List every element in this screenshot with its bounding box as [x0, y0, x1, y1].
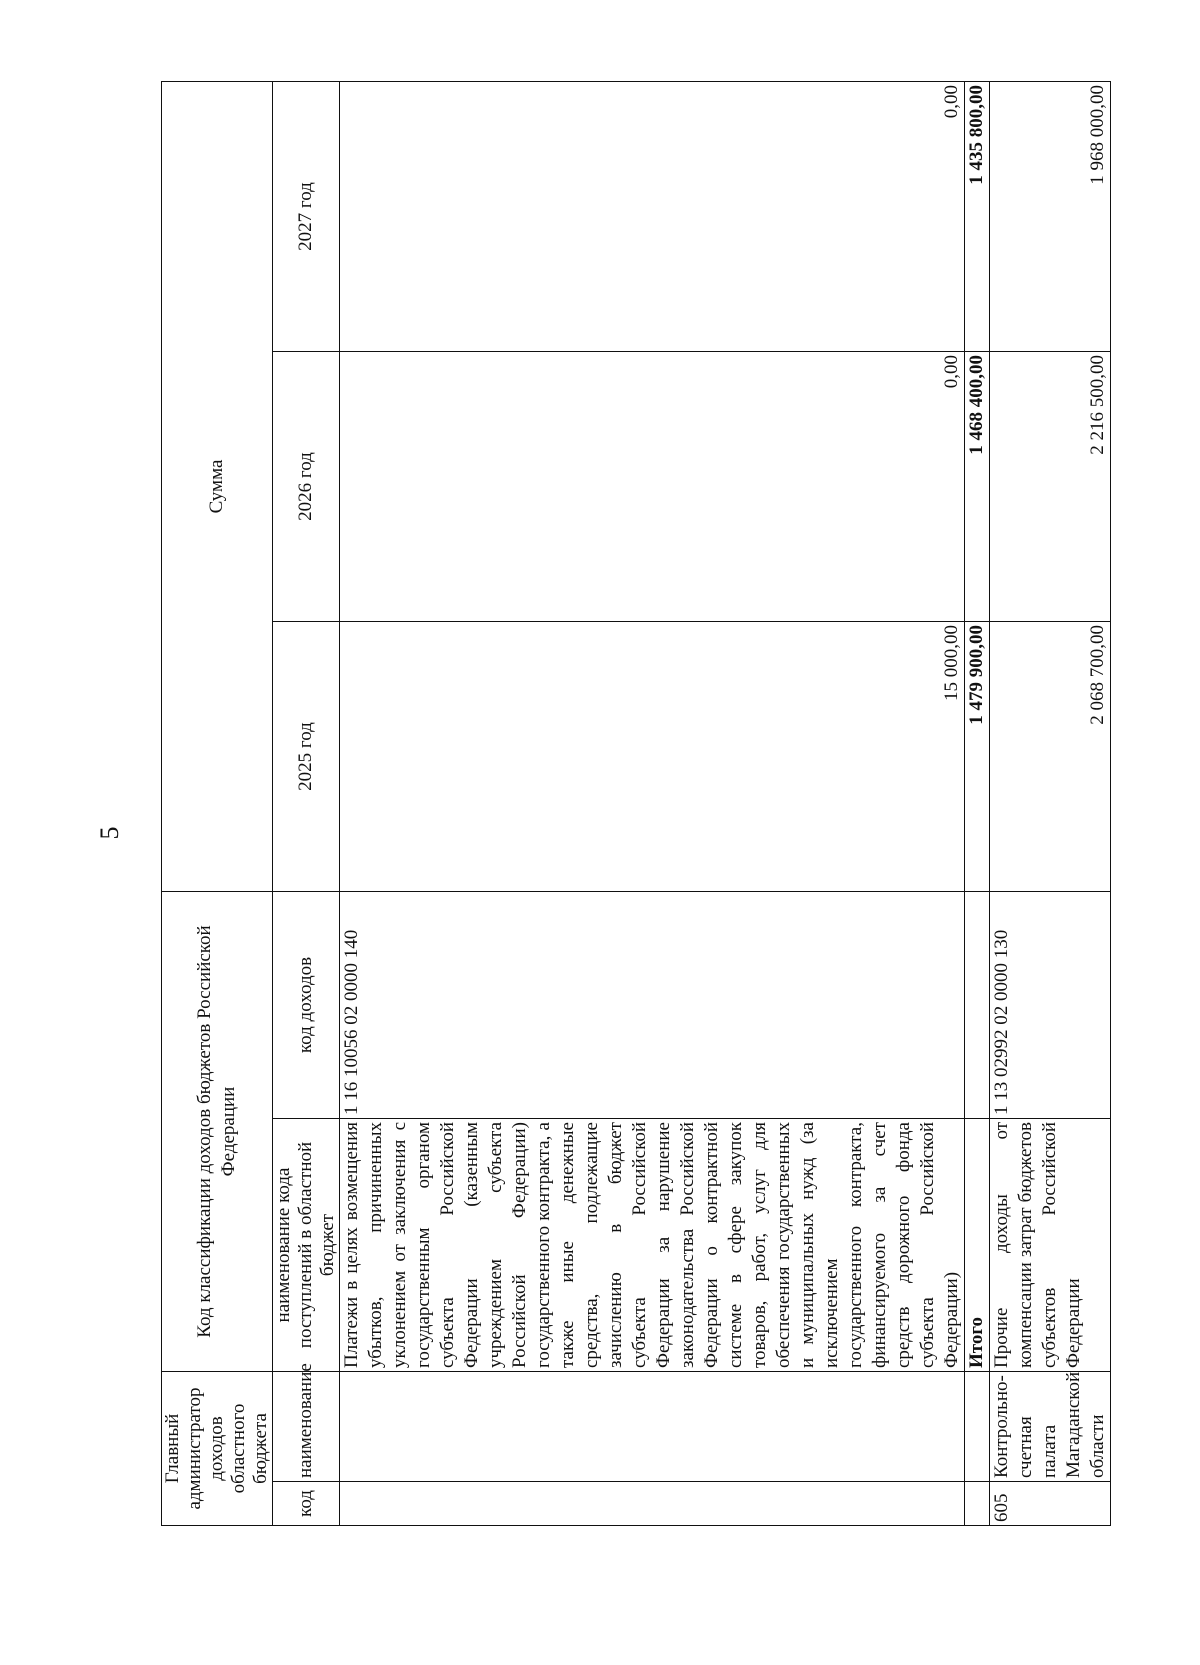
rotated-table-frame — [161, 84, 1108, 1526]
row-income-name-total: Итого — [965, 1119, 990, 1372]
row-income-code: 1 16 10056 02 0000 140 — [340, 892, 965, 1119]
row-code — [340, 1482, 965, 1526]
header-row-columns — [273, 81, 340, 1525]
page-number: 5 — [95, 826, 124, 840]
row-total-2025: 1 479 900,00 — [965, 622, 990, 892]
row-sum-2025: 15 000,00 — [340, 622, 965, 892]
row-income-name: Платежи в целях возмещения убытков, причиненных уклонением от заключения с государственным органом субъекта Российской Федерации (казенным учреждением субъекта Российской Федерации) государственного контракта, а также иные денежные средства, подлежащие зачислению в бюджет субъекта Российской Федерации за нарушение законодательства Российской Федерации о контрактной системе в сфере закупок товаров, работ, услуг для обеспечения государственных и муниципальных нужд (за исключением государственного контракта, финансируемого за счет средств дорожного фонда субъекта Российской Федерации) — [340, 1119, 965, 1372]
row-income-code — [965, 892, 990, 1119]
header-2026: 2026 год — [273, 352, 340, 622]
header-2027: 2027 год — [273, 81, 340, 351]
header-code: код — [273, 1482, 340, 1526]
row-total-2026: 1 468 400,00 — [965, 352, 990, 622]
header-income-code: код доходов — [273, 892, 340, 1119]
row-sum-2026: 0,00 — [340, 352, 965, 622]
header-classification-group: Код классификации доходов бюджетов Российской Федерации — [162, 892, 273, 1372]
row-sum-2026: 2 216 500,00 — [990, 352, 1111, 622]
header-sum-group: Сумма — [162, 81, 273, 891]
table-row-total — [965, 81, 990, 1525]
budget-income-table — [161, 81, 1111, 1526]
budget-table-container — [161, 84, 1108, 1526]
table-row — [340, 81, 965, 1525]
row-total-2027: 1 435 800,00 — [965, 81, 990, 351]
row-income-code: 1 13 02992 02 0000 130 — [990, 892, 1111, 1119]
row-sum-2027: 1 968 000,00 — [990, 81, 1111, 351]
table-row — [990, 81, 1111, 1525]
row-admin-name — [965, 1372, 990, 1482]
header-2025: 2025 год — [273, 622, 340, 892]
row-sum-2027: 0,00 — [340, 81, 965, 351]
row-admin-name: Контрольно-счетная палата Магаданской области — [990, 1372, 1111, 1482]
row-code: 605 — [990, 1482, 1111, 1526]
row-sum-2025: 2 068 700,00 — [990, 622, 1111, 892]
row-admin-name — [340, 1372, 965, 1482]
header-admin-group: Главный администратор доходов областного бюджета — [162, 1372, 273, 1526]
header-admin-name: наименование — [273, 1372, 340, 1482]
header-row-groups — [162, 81, 273, 1525]
row-code — [965, 1482, 990, 1526]
header-income-name: наименование кода поступлений в областной бюджет — [273, 1119, 340, 1372]
row-income-name: Прочие доходы от компенсации затрат бюджетов субъектов Российской Федерации — [990, 1119, 1111, 1372]
